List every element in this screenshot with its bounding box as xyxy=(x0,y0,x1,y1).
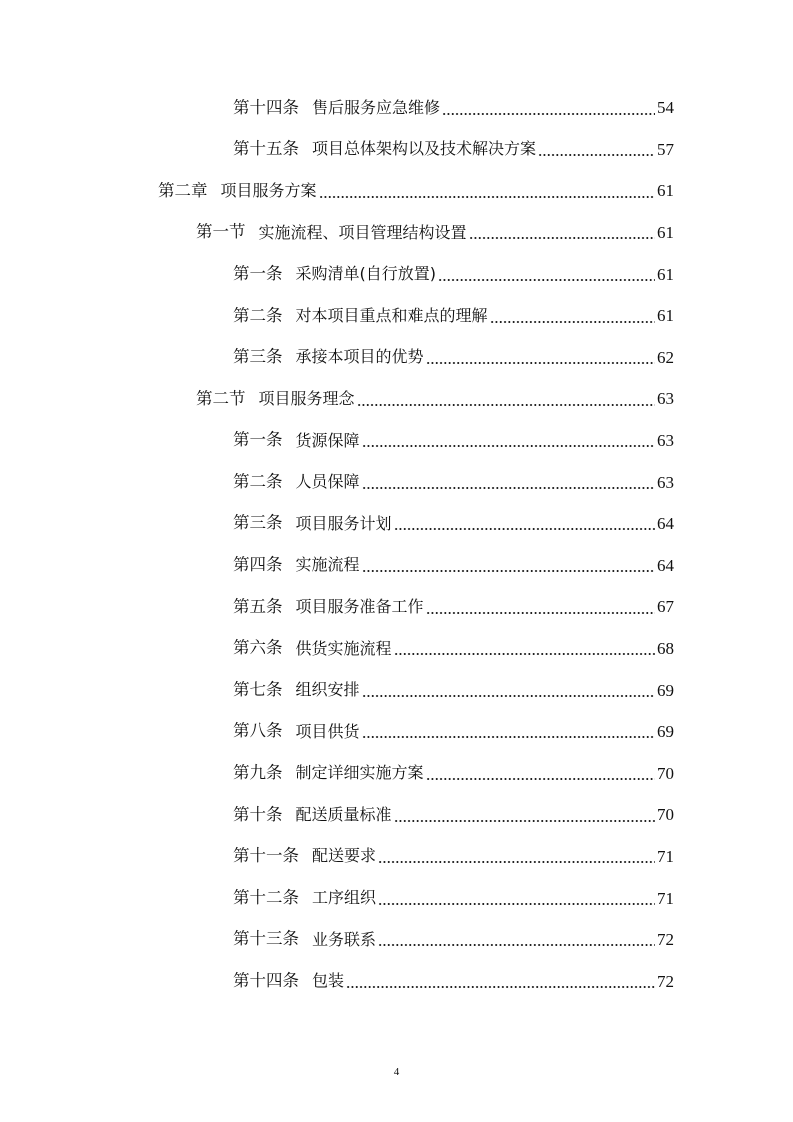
dot-leader xyxy=(426,765,655,782)
toc-entry-title: 供货实施流程 xyxy=(295,638,392,658)
dot-leader xyxy=(538,141,655,158)
dot-leader xyxy=(442,100,655,117)
toc-entry-title: 制定详细实施方案 xyxy=(295,763,424,783)
toc-entry-number: 第九条 xyxy=(233,763,283,783)
toc-entry[interactable] xyxy=(0,836,793,878)
toc-entry-page-number: 71 xyxy=(657,846,674,866)
toc-entry-page-number: 64 xyxy=(657,514,674,534)
dot-leader xyxy=(469,224,655,241)
toc-entry-number: 第十五条 xyxy=(233,139,299,159)
toc-entry-page-number: 68 xyxy=(657,639,674,659)
toc-entry-title: 工序组织 xyxy=(312,888,377,908)
dot-leader xyxy=(394,807,655,824)
toc-entry-number: 第五条 xyxy=(233,596,283,616)
table-of-contents xyxy=(0,87,793,1002)
toc-entry-title: 项目服务计划 xyxy=(295,513,392,533)
toc-entry-number: 第四条 xyxy=(233,555,283,575)
dot-leader xyxy=(362,682,655,699)
toc-entry[interactable] xyxy=(0,711,793,753)
dot-leader xyxy=(362,432,655,449)
toc-entry[interactable] xyxy=(0,212,793,254)
toc-entry-page-number: 63 xyxy=(657,389,674,409)
toc-entry-number: 第二条 xyxy=(233,471,283,491)
toc-entry[interactable] xyxy=(0,669,793,711)
toc-entry-number: 第二条 xyxy=(233,305,283,325)
toc-entry[interactable] xyxy=(0,253,793,295)
toc-entry[interactable] xyxy=(0,503,793,545)
toc-entry-page-number: 69 xyxy=(657,722,674,742)
toc-entry-page-number: 61 xyxy=(657,264,674,284)
toc-entry-page-number: 67 xyxy=(657,597,674,617)
dot-leader xyxy=(362,723,655,740)
toc-entry-number: 第十四条 xyxy=(233,971,299,991)
toc-entry-title: 采购清单(自行放置) xyxy=(295,264,436,284)
toc-entry-title: 配送要求 xyxy=(312,846,377,866)
dot-leader xyxy=(362,557,655,574)
toc-entry-title: 项目服务准备工作 xyxy=(295,596,424,616)
toc-entry-title: 货源保障 xyxy=(295,430,360,450)
toc-entry-number: 第一条 xyxy=(233,430,283,450)
toc-entry-title: 配送质量标准 xyxy=(295,804,392,824)
toc-entry-number: 第八条 xyxy=(233,721,283,741)
toc-entry-title: 项目服务方案 xyxy=(220,180,317,200)
toc-entry-title: 实施流程 xyxy=(295,555,360,575)
toc-entry-page-number: 70 xyxy=(657,763,674,783)
dot-leader xyxy=(346,973,655,990)
toc-entry-page-number: 72 xyxy=(657,971,674,991)
toc-entry-page-number: 57 xyxy=(657,139,674,159)
toc-entry-number: 第二章 xyxy=(158,180,208,200)
toc-entry-page-number: 72 xyxy=(657,930,674,950)
toc-entry-title: 承接本项目的优势 xyxy=(295,347,424,367)
toc-entry-title: 项目供货 xyxy=(295,721,360,741)
toc-entry-number: 第三条 xyxy=(233,347,283,367)
toc-entry-page-number: 69 xyxy=(657,680,674,700)
toc-entry-page-number: 54 xyxy=(657,98,674,118)
dot-leader xyxy=(394,640,655,657)
toc-entry[interactable] xyxy=(0,170,793,212)
toc-entry-number: 第十三条 xyxy=(233,929,299,949)
dot-leader xyxy=(490,308,655,325)
toc-entry-title: 人员保障 xyxy=(295,472,360,492)
toc-entry[interactable] xyxy=(0,420,793,462)
toc-entry[interactable] xyxy=(0,794,793,836)
toc-entry-page-number: 61 xyxy=(657,306,674,326)
toc-entry[interactable] xyxy=(0,461,793,503)
toc-entry-number: 第十四条 xyxy=(233,97,299,117)
toc-entry[interactable] xyxy=(0,960,793,1002)
toc-entry[interactable] xyxy=(0,586,793,628)
dot-leader xyxy=(319,183,655,200)
toc-entry-title: 项目总体架构以及技术解决方案 xyxy=(312,139,537,159)
toc-entry-title: 项目服务理念 xyxy=(258,388,355,408)
toc-entry-page-number: 62 xyxy=(657,347,674,367)
toc-entry-title: 售后服务应急维修 xyxy=(312,97,441,117)
toc-entry[interactable] xyxy=(0,919,793,961)
toc-entry[interactable] xyxy=(0,628,793,670)
dot-leader xyxy=(378,890,655,907)
toc-entry-page-number: 71 xyxy=(657,888,674,908)
dot-leader xyxy=(357,391,655,408)
toc-entry-page-number: 63 xyxy=(657,472,674,492)
dot-leader xyxy=(394,515,655,532)
toc-entry-title: 包装 xyxy=(312,971,345,991)
toc-entry-number: 第一条 xyxy=(233,263,283,283)
toc-entry[interactable] xyxy=(0,87,793,129)
dot-leader xyxy=(438,266,655,283)
page-number: 4 xyxy=(393,1066,400,1078)
dot-leader xyxy=(426,349,655,366)
toc-entry[interactable] xyxy=(0,877,793,919)
toc-entry-number: 第三条 xyxy=(233,513,283,533)
dot-leader xyxy=(378,931,655,948)
toc-entry-title: 业务联系 xyxy=(312,929,377,949)
toc-entry-page-number: 61 xyxy=(657,181,674,201)
toc-entry[interactable] xyxy=(0,378,793,420)
toc-entry-page-number: 70 xyxy=(657,805,674,825)
toc-entry-title: 组织安排 xyxy=(295,680,360,700)
toc-entry-number: 第二节 xyxy=(196,388,246,408)
toc-entry-page-number: 64 xyxy=(657,555,674,575)
toc-entry-page-number: 61 xyxy=(657,223,674,243)
toc-entry[interactable] xyxy=(0,753,793,795)
toc-entry-title: 实施流程、项目管理结构设置 xyxy=(258,222,467,242)
toc-entry[interactable] xyxy=(0,337,793,379)
toc-entry[interactable] xyxy=(0,129,793,171)
toc-entry[interactable] xyxy=(0,295,793,337)
dot-leader xyxy=(378,848,655,865)
toc-entry-number: 第十二条 xyxy=(233,887,299,907)
dot-leader xyxy=(426,599,655,616)
dot-leader xyxy=(362,474,655,491)
toc-entry-page-number: 63 xyxy=(657,431,674,451)
toc-entry-number: 第十一条 xyxy=(233,846,299,866)
toc-entry-number: 第七条 xyxy=(233,679,283,699)
toc-entry-number: 第十条 xyxy=(233,804,283,824)
toc-entry-number: 第一节 xyxy=(196,222,246,242)
toc-entry[interactable] xyxy=(0,545,793,587)
toc-entry-title: 对本项目重点和难点的理解 xyxy=(295,305,488,325)
toc-entry-number: 第六条 xyxy=(233,638,283,658)
